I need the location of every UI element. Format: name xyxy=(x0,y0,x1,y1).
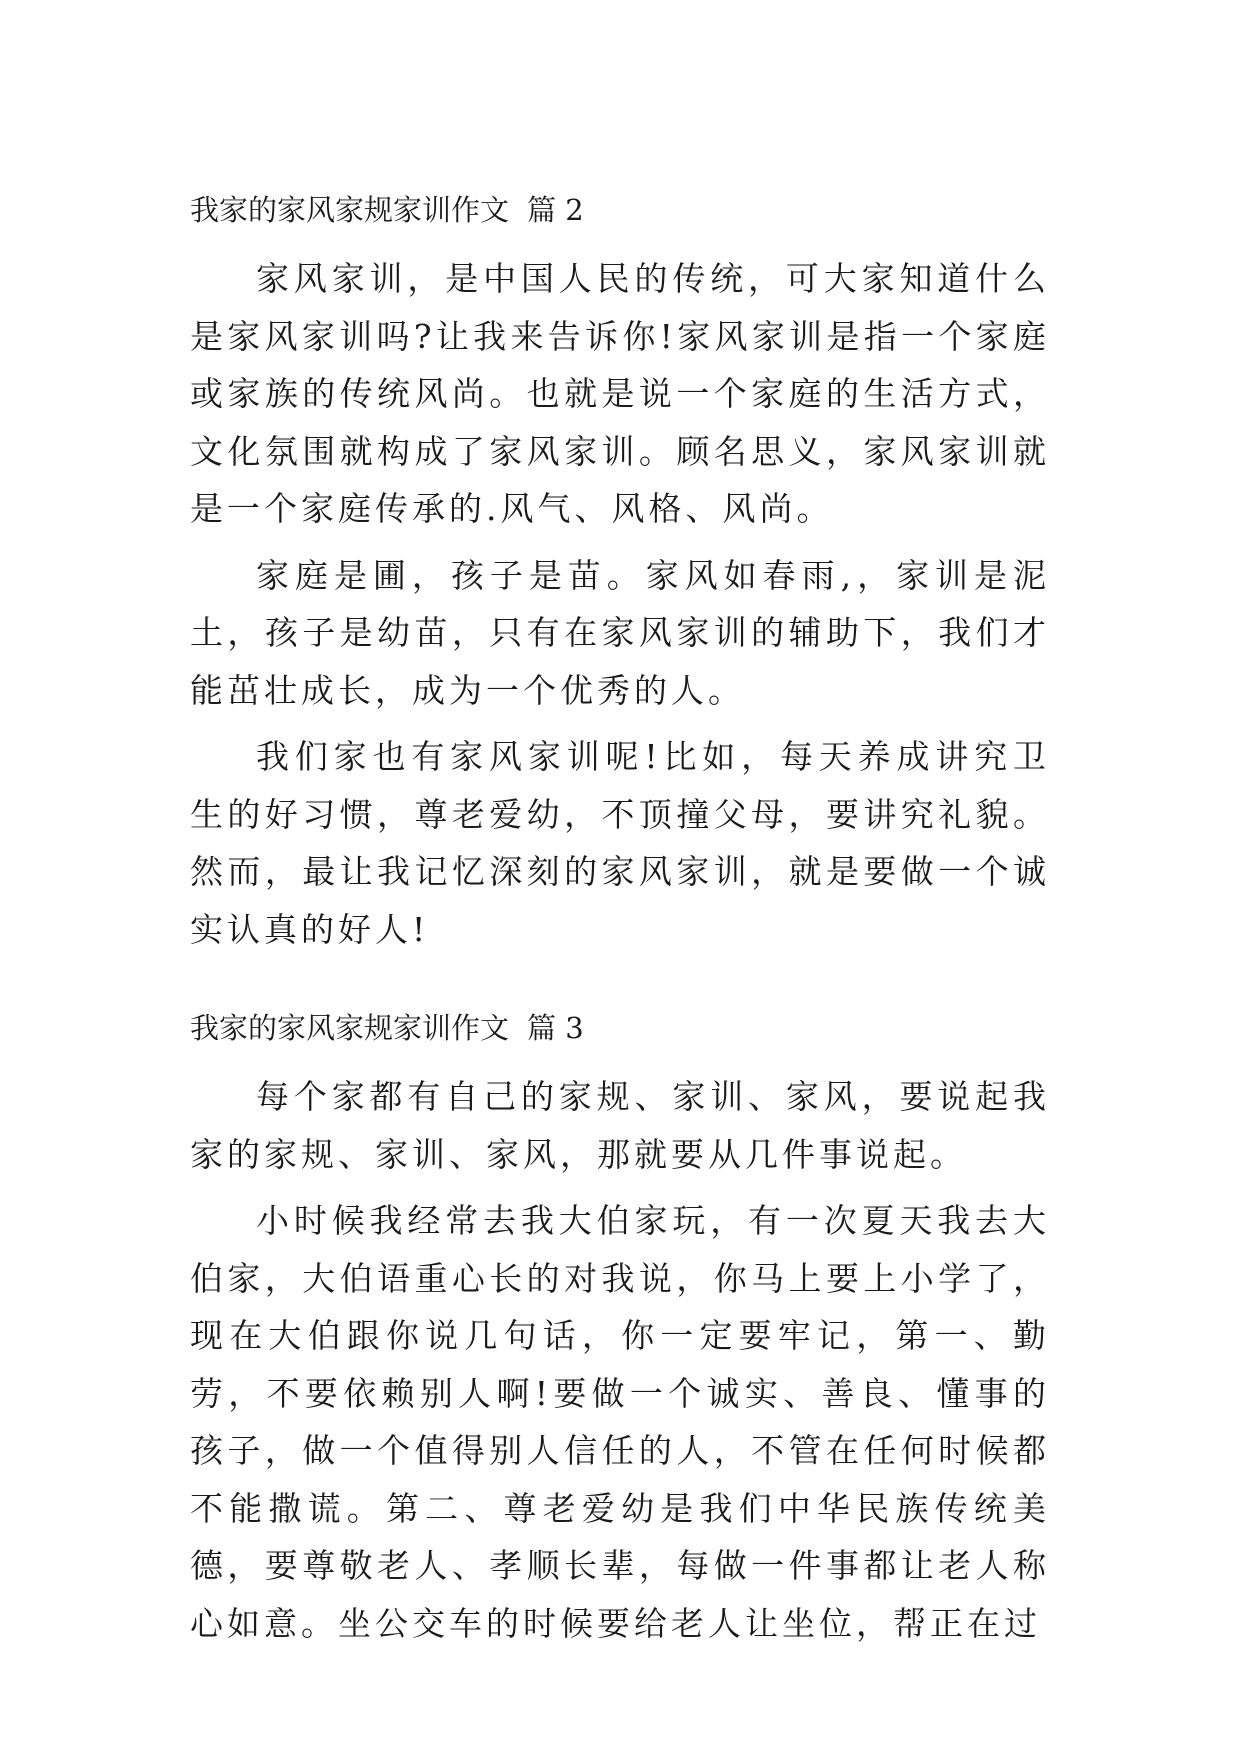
section-title: 我家的家风家规家训作文 xyxy=(190,193,510,227)
section-title: 我家的家风家规家训作文 xyxy=(190,1011,510,1045)
paragraph: 小时候我经常去我大伯家玩，有一次夏天我去大伯家，大伯语重心长的对我说，你马上要上小学了，现在大伯跟你说几句话，你一定要牢记，第一、勤劳，不要依赖别人啊!要做一个诚实、善良、懂事的孩子，做一个值得别人信任的人，不管在任何时候都不能撒谎。第二、尊老爱幼是我们中华民族传统美德，要尊敬老人、孝顺长辈，每做一件事都让老人称心如意。坐公交车的时候要给老人让坐位，帮正在过 xyxy=(190,1201,1050,1643)
document-page xyxy=(190,190,1050,1661)
section-label: 篇 2 xyxy=(527,193,584,227)
paragraph: 每个家都有自己的家规、家训、家风，要说起我家的家规、家训、家风，那就要从几件事说起。 xyxy=(190,1077,1050,1174)
paragraph: 我们家也有家风家训呢!比如，每天养成讲究卫生的好习惯，尊老爱幼，不顶撞父母，要讲究礼貌。然而，最让我记忆深刻的家风家训，就是要做一个诚实认真的好人! xyxy=(190,737,1050,949)
essay-section-3 xyxy=(190,1008,1050,1652)
paragraph: 家风家训，是中国人民的传统，可大家知道什么是家风家训吗?让我来告诉你!家风家训是指一个家庭或家族的传统风尚。也就是说一个家庭的生活方式，文化氛围就构成了家风家训。顾名思义，家风家训就是一个家庭传承的.风气、风格、风尚。 xyxy=(190,259,1050,528)
essay-section-2 xyxy=(190,190,1050,958)
section-heading xyxy=(190,190,1050,230)
section-label: 篇 3 xyxy=(527,1011,584,1045)
paragraph: 家庭是圃，孩子是苗。家风如春雨,，家训是泥土，孩子是幼苗，只有在家风家训的辅助下，我们才能茁壮成长，成为一个优秀的人。 xyxy=(190,555,1050,710)
section-heading xyxy=(190,1008,1050,1048)
